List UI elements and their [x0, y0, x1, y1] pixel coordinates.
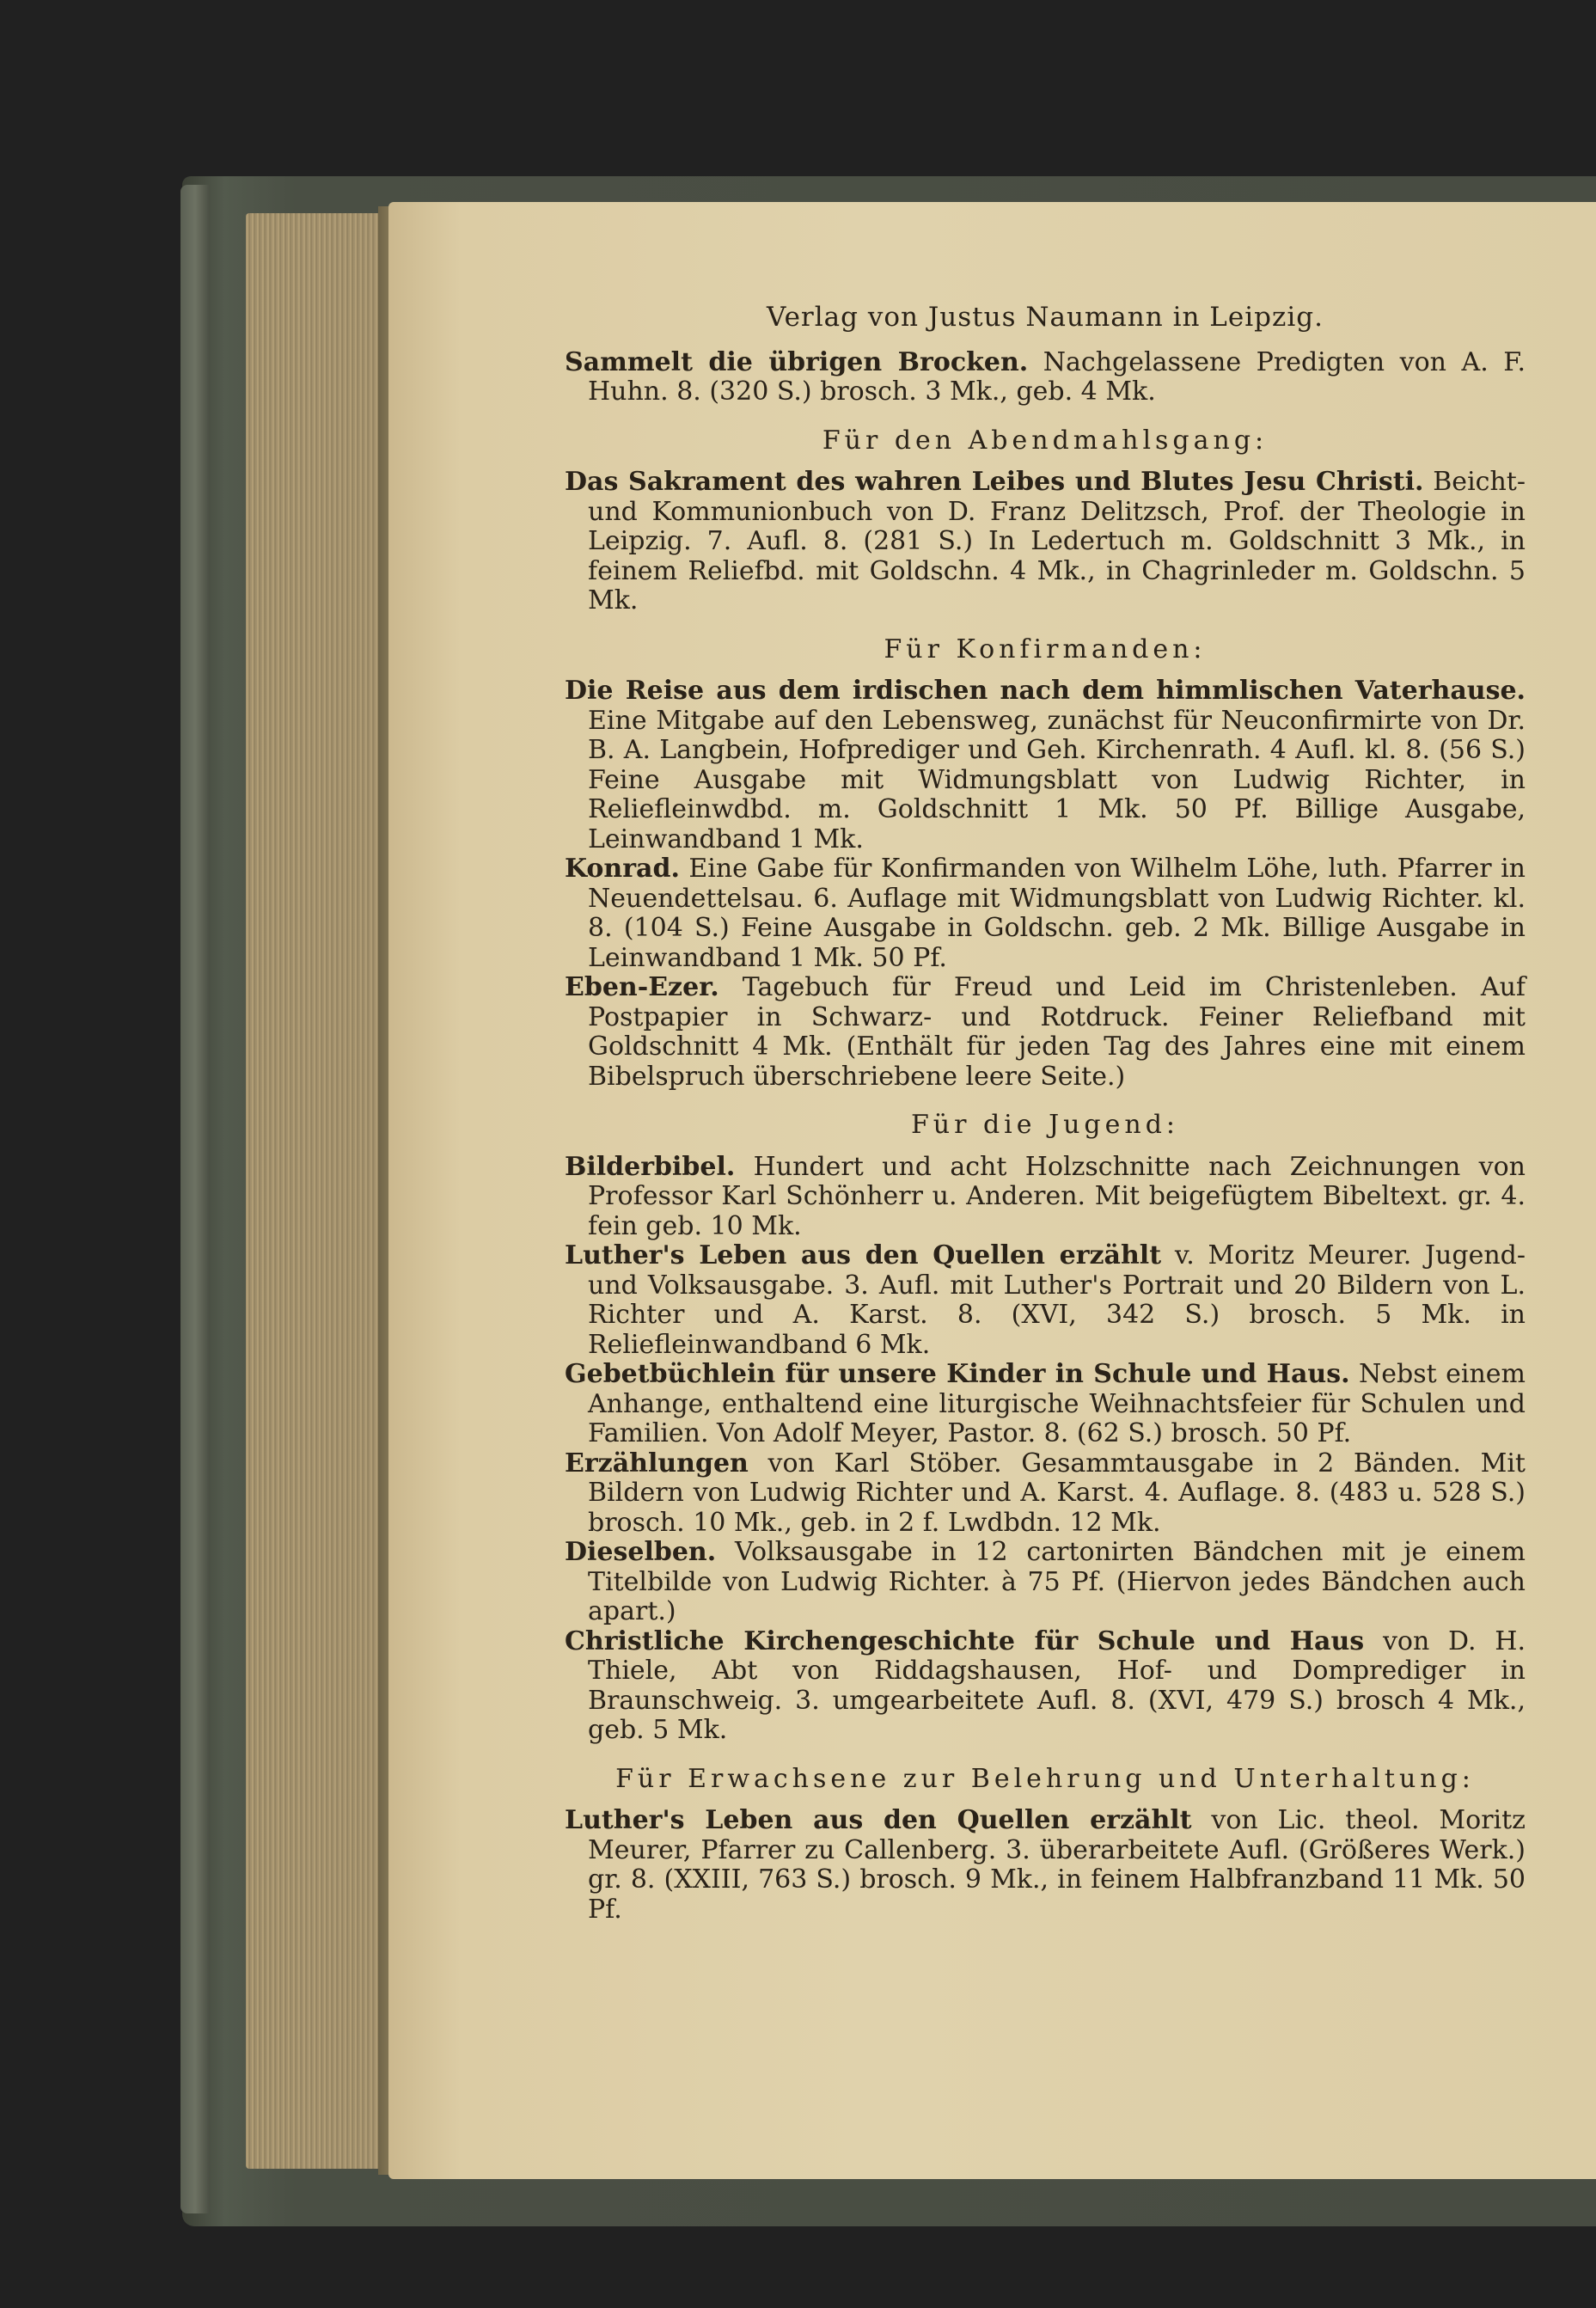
- entry-text: Hundert und acht Holzschnitte nach Zeichnungen von Professor Karl Schönherr u. Anderen. Mit beigefügtem Bibeltext. gr. 4. fein geb. 10 Mk.: [588, 1151, 1526, 1241]
- entry-title: Christliche Kirchengeschichte für Schule und Haus: [565, 1625, 1365, 1656]
- entry-text: von Karl Stöber. Gesammtausgabe in 2 Bänden. Mit Bildern von Ludwig Richter und A. Karst. 4. Auflage. 8. (483 u. 528 S.) brosch. 10 Mk., geb. in 2 f. Lwdbdn. 12 Mk.: [588, 1448, 1526, 1538]
- entry-title: Erzählungen: [565, 1448, 749, 1478]
- entry-title: Luther's Leben aus den Quellen erzählt: [565, 1805, 1192, 1835]
- section-heading: Für Konfirmanden:: [884, 634, 1207, 664]
- entry-title: Gebetbüchlein für unsere Kinder in Schule und Haus.: [565, 1359, 1350, 1389]
- entry-text: Nebst einem Anhange, enthaltend eine liturgische Weihnachtsfeier für Schulen und Familien. Von Adolf Meyer, Pastor. 8. (62 S.) brosch. 50 Pf.: [588, 1359, 1526, 1448]
- catalog-entry: [565, 1449, 1526, 1539]
- entry-text: Nachgelassene Predigten von A. F. Huhn. 8. (320 S.) brosch. 3 Mk., geb. 4 Mk.: [588, 346, 1526, 407]
- section-heading: Für Erwachsene zur Belehrung und Unterhaltung:: [615, 1763, 1475, 1794]
- entry-title: Sammelt die übrigen Brocken.: [565, 346, 1029, 377]
- entry-text: Eine Gabe für Konfirmanden von Wilhelm Löhe, luth. Pfarrer in Neuendettelsau. 6. Auflage mit Widmungsblatt von Ludwig Richter. kl. 8. (104 S.) Feine Ausgabe in Goldschn. geb. 2 Mk. Billige Ausgabe in Leinwandband 1 Mk. 50 Pf.: [588, 854, 1526, 973]
- entry-text: von Lic. theol. Moritz Meurer, Pfarrer zu Callenberg. 3. überarbeitete Aufl. (Größeres Werk.) gr. 8. (XXIII, 763 S.) brosch. 9 Mk., in feinem Halbfranzband 11 Mk. 50 Pf.: [588, 1805, 1526, 1925]
- entry-text: Tagebuch für Freud und Leid im Christenleben. Auf Postpapier in Schwarz- und Rotdruck. Feiner Reliefband mit Goldschnitt 4 Mk. (Enthält für jeden Tag des Jahres eine mit einem Bibelspruch überschriebene leere Seite.): [588, 972, 1526, 1092]
- entry-title: Bilderbibel.: [565, 1151, 736, 1182]
- book-spine: [180, 185, 210, 2213]
- catalog-entry: [565, 1153, 1526, 1242]
- entry-text: Beicht- und Kommunionbuch von D. Franz Delitzsch, Prof. der Theologie in Leipzig. 7. Aufl. 8. (281 S.) In Ledertuch m. Goldschnitt 3 Mk., in feinem Reliefbd. mit Goldschn. 4 Mk., in Chagrinleder m. Goldschn. 5 Mk.: [588, 467, 1526, 615]
- entry-title: Das Sakrament des wahren Leibes und Blutes Jesu Christi.: [565, 467, 1424, 497]
- entry-text: Volksausgabe in 12 cartonirten Bändchen mit je einem Titelbilde von Ludwig Richter. à 75 Pf. (Hiervon jedes Bändchen auch apart.): [588, 1537, 1526, 1626]
- entry-title: Luther's Leben aus den Quellen erzählt: [565, 1240, 1162, 1270]
- entry-text: v. Moritz Meurer. Jugend- und Volksausgabe. 3. Aufl. mit Luther's Portrait und 20 Bildern von L. Richter und A. Karst. 8. (XVI, 342 S.) brosch. 5 Mk. in Reliefleinwandband 6 Mk.: [588, 1240, 1526, 1360]
- page-edges: [246, 213, 388, 2169]
- entry-title: Konrad.: [565, 854, 680, 884]
- entry-title: Die Reise aus dem irdischen nach dem himmlischen Vaterhause.: [565, 676, 1526, 706]
- section-heading: Für die Jugend:: [910, 1110, 1180, 1140]
- catalog-entry: [565, 973, 1526, 1092]
- catalog-entry: [565, 1627, 1526, 1746]
- entry-title: Eben-Ezer.: [565, 972, 719, 1002]
- section-heading: Für den Abendmahlsgang:: [822, 425, 1269, 456]
- page-header: Verlag von Justus Naumann in Leipzig.: [767, 302, 1324, 333]
- entry-text: Eine Mitgabe auf den Lebensweg, zunächst für Neuconfirmirte von Dr. B. A. Langbein, Hofprediger und Geh. Kirchenrath. 4 Aufl. kl. 8. (56 S.) Feine Ausgabe mit Widmungsblatt von Ludwig Richter, in Reliefleinwdbd. m. Goldschnitt 1 Mk. 50 Pf. Billige Ausgabe, Leinwandband 1 Mk.: [588, 705, 1526, 854]
- catalog-entry: [565, 854, 1526, 973]
- entry-text: von D. H. Thiele, Abt von Riddagshausen, Hof- und Domprediger in Braunschweig. 3. umgearbeitete Aufl. 8. (XVI, 479 S.) brosch 4 Mk., geb. 5 Mk.: [588, 1625, 1526, 1745]
- catalog-entry: [565, 348, 1526, 407]
- catalog-entry: [565, 1806, 1526, 1925]
- catalog-entry: [565, 1241, 1526, 1360]
- catalog-entry: [565, 1538, 1526, 1627]
- entry-title: Dieselben.: [565, 1537, 717, 1567]
- page-text: [565, 303, 1526, 1925]
- catalog-entry: [565, 468, 1526, 616]
- catalog-entry: [565, 676, 1526, 854]
- catalog-entry: [565, 1360, 1526, 1449]
